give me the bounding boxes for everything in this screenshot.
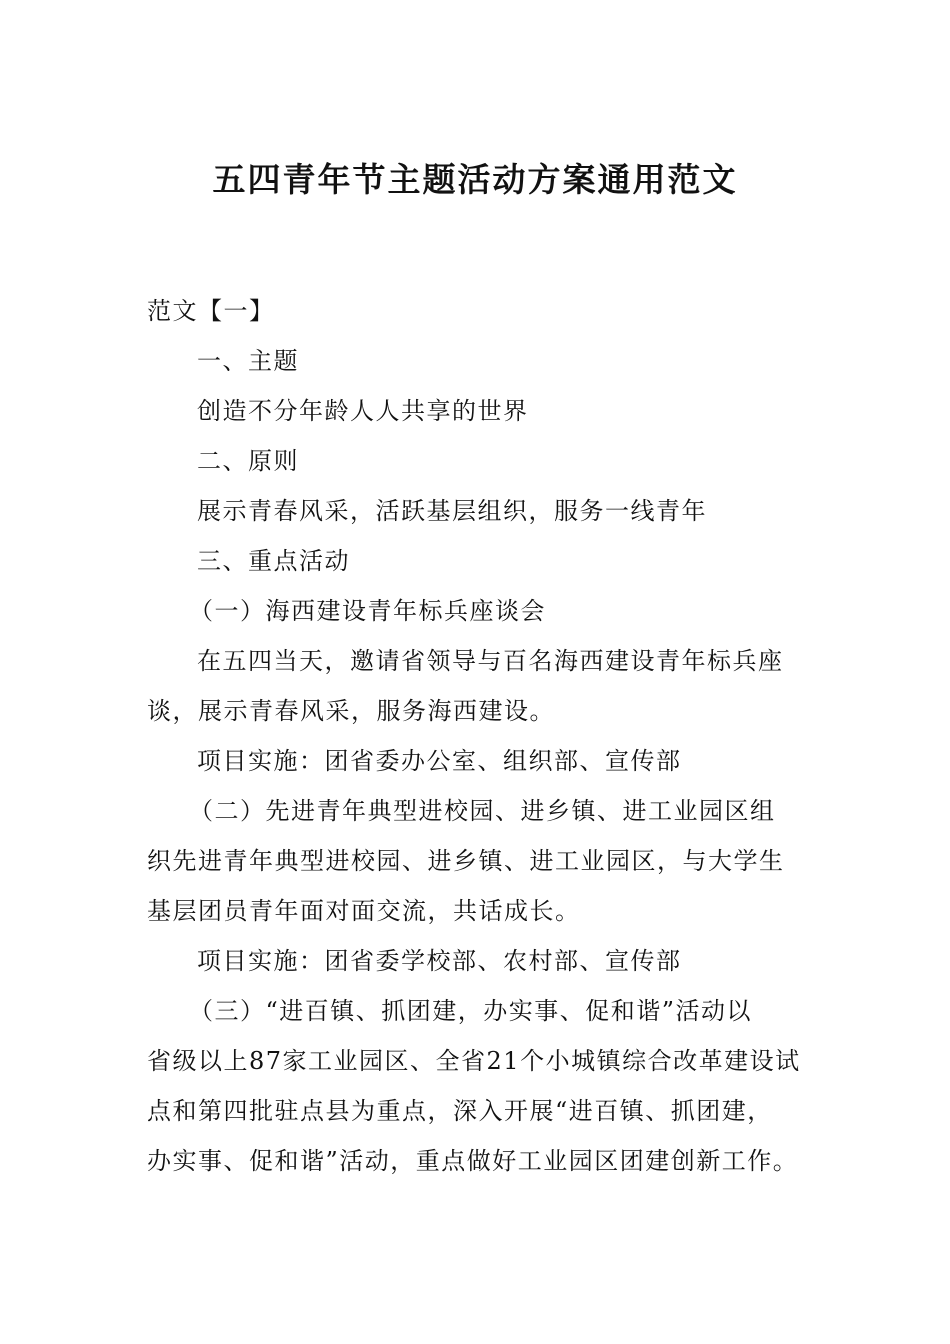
activity-2-line-2: 织先进青年典型进校园、进乡镇、进工业园区，与大学生 <box>147 847 785 875</box>
activity-2-line-1: （二）先进青年典型进校园、进乡镇、进工业园区组 <box>189 797 776 825</box>
document-title: 五四青年节主题活动方案通用范文 <box>212 160 738 199</box>
activity-2-line-3: 基层团员青年面对面交流，共话成长。 <box>147 897 581 925</box>
activity-1-title: （一）海西建设青年标兵座谈会 <box>189 597 546 625</box>
section-label: 范文【一】 <box>147 297 275 325</box>
activity-3-line-4: 办实事、促和谐”活动，重点做好工业园区团建创新工作。 <box>147 1147 799 1175</box>
heading-theme: 一、主题 <box>197 347 299 375</box>
activity-1-body-line-1: 在五四当天，邀请省领导与百名海西建设青年标兵座 <box>197 647 784 675</box>
activity-3-line-2: 省级以上87家工业园区、全省21个小城镇综合改革建设试 <box>147 1047 801 1075</box>
theme-text: 创造不分年龄人人共享的世界 <box>197 397 529 425</box>
activity-3-line-3: 点和第四批驻点县为重点，深入开展“进百镇、抓团建， <box>147 1097 773 1125</box>
document-body <box>147 286 809 1186</box>
principle-text: 展示青春风采，活跃基层组织，服务一线青年 <box>197 497 707 525</box>
activity-1-implementation: 项目实施：团省委办公室、组织部、宣传部 <box>197 747 682 775</box>
heading-principle: 二、原则 <box>197 447 299 475</box>
activity-2-implementation: 项目实施：团省委学校部、农村部、宣传部 <box>197 947 682 975</box>
heading-key-activities: 三、重点活动 <box>197 547 350 575</box>
activity-1-body-line-2: 谈，展示青春风采，服务海西建设。 <box>147 697 555 725</box>
activity-3-line-1: （三）“进百镇、抓团建，办实事、促和谐”活动以 <box>189 997 753 1025</box>
